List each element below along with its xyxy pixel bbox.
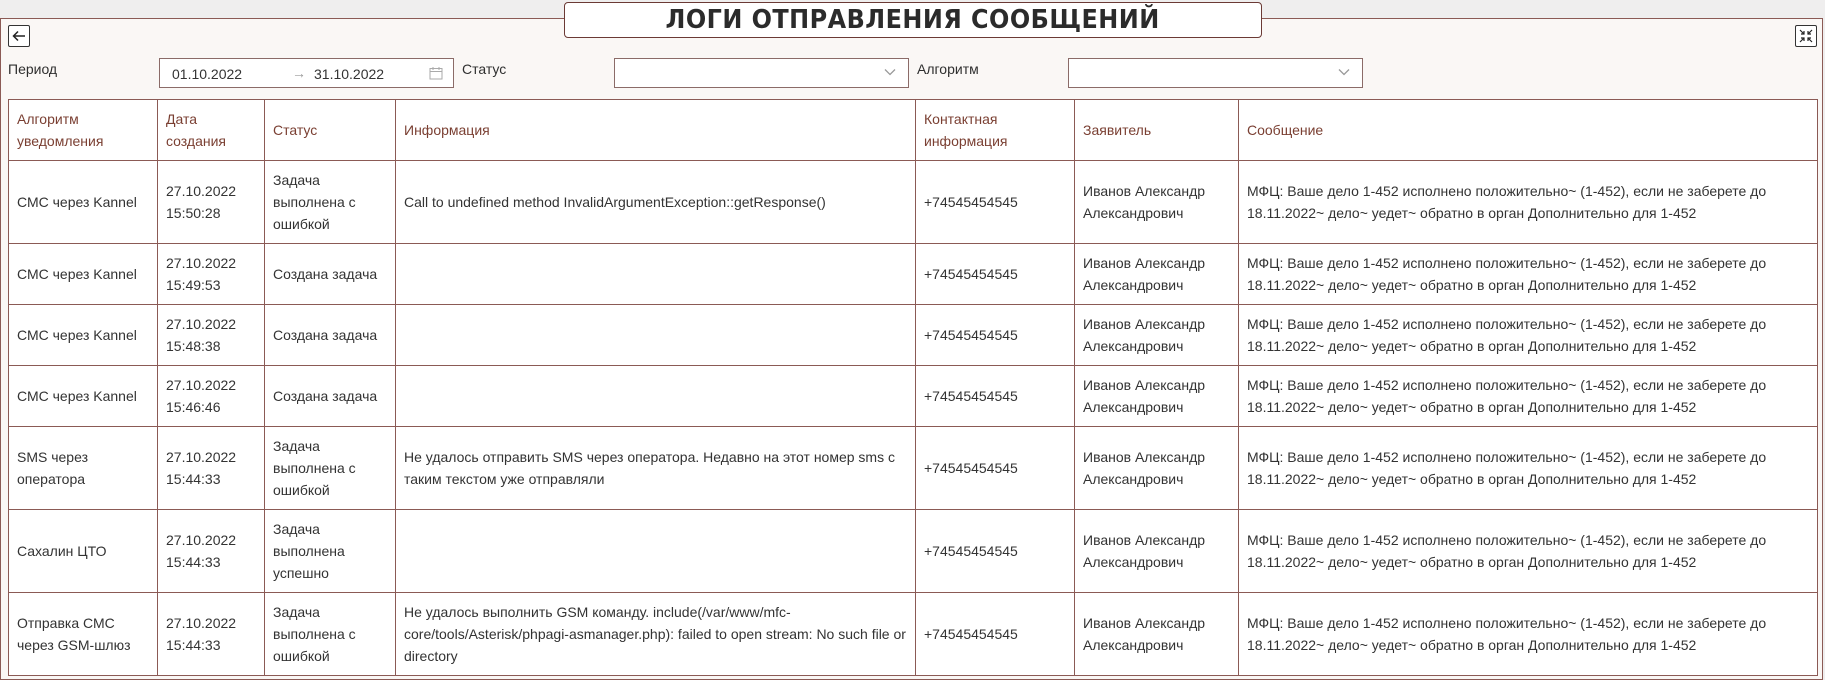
cell-algorithm: СМС через Kannel bbox=[9, 305, 158, 366]
cell-contact: +74545454545 bbox=[916, 305, 1075, 366]
cell-information: Не удалось выполнить GSM команду. include(/var/www/mfc-core/tools/Asterisk/phpagi-asmanager.php): failed to open stream: No such file or directory bbox=[396, 593, 916, 676]
cell-created-date: 27.10.2022 15:50:28 bbox=[158, 161, 265, 244]
cell-status: Задача выполнена с ошибкой bbox=[265, 161, 396, 244]
cell-message: МФЦ: Ваше дело 1-452 исполнено положительно~ (1-452), если не заберете до 18.11.2022~ дело~ уедет~ обратно в орган Дополнительно для 1-452 bbox=[1239, 593, 1818, 676]
date-to-input[interactable]: 31.10.2022 bbox=[314, 66, 385, 82]
date-range-arrow: → bbox=[292, 65, 306, 81]
date-range-picker[interactable] bbox=[159, 58, 454, 88]
cell-applicant: Иванов Александр Александрович bbox=[1075, 510, 1239, 593]
cell-created-date: 27.10.2022 15:44:33 bbox=[158, 593, 265, 676]
cell-information bbox=[396, 366, 916, 427]
cell-algorithm: Сахалин ЦТО bbox=[9, 510, 158, 593]
table-row[interactable] bbox=[9, 510, 1818, 593]
cell-applicant: Иванов Александр Александрович bbox=[1075, 305, 1239, 366]
algorithm-select[interactable] bbox=[1068, 58, 1363, 88]
cell-algorithm: СМС через Kannel bbox=[9, 244, 158, 305]
cell-information bbox=[396, 244, 916, 305]
cell-information: Call to undefined method InvalidArgumentException::getResponse() bbox=[396, 161, 916, 244]
collapse-icon bbox=[1799, 29, 1813, 43]
cell-information bbox=[396, 510, 916, 593]
cell-message: МФЦ: Ваше дело 1-452 исполнено положительно~ (1-452), если не заберете до 18.11.2022~ дело~ уедет~ обратно в орган Дополнительно для 1-452 bbox=[1239, 510, 1818, 593]
cell-contact: +74545454545 bbox=[916, 161, 1075, 244]
status-label: Статус bbox=[462, 61, 507, 77]
cell-information: Не удалось отправить SMS через оператора. Недавно на этот номер sms с таким текстом уже отправляли bbox=[396, 427, 916, 510]
cell-applicant: Иванов Александр Александрович bbox=[1075, 427, 1239, 510]
cell-created-date: 27.10.2022 15:46:46 bbox=[158, 366, 265, 427]
period-label: Период bbox=[8, 61, 58, 77]
column-header-information[interactable]: Информация bbox=[396, 100, 916, 161]
date-from-input[interactable]: 01.10.2022 bbox=[172, 66, 243, 82]
cell-created-date: 27.10.2022 15:49:53 bbox=[158, 244, 265, 305]
cell-created-date: 27.10.2022 15:48:38 bbox=[158, 305, 265, 366]
cell-message: МФЦ: Ваше дело 1-452 исполнено положительно~ (1-452), если не заберете до 18.11.2022~ дело~ уедет~ обратно в орган Дополнительно для 1-452 bbox=[1239, 427, 1818, 510]
cell-applicant: Иванов Александр Александрович bbox=[1075, 593, 1239, 676]
cell-status: Задача выполнена с ошибкой bbox=[265, 427, 396, 510]
column-header-contact[interactable]: Контактная информация bbox=[916, 100, 1075, 161]
calendar-icon[interactable] bbox=[429, 66, 443, 80]
cell-contact: +74545454545 bbox=[916, 427, 1075, 510]
table-row[interactable] bbox=[9, 427, 1818, 510]
cell-contact: +74545454545 bbox=[916, 366, 1075, 427]
chevron-down-icon bbox=[884, 68, 896, 76]
cell-status: Задача выполнена успешно bbox=[265, 510, 396, 593]
table-row[interactable] bbox=[9, 161, 1818, 244]
cell-status: Создана задача bbox=[265, 366, 396, 427]
column-header-message[interactable]: Сообщение bbox=[1239, 100, 1818, 161]
cell-message: МФЦ: Ваше дело 1-452 исполнено положительно~ (1-452), если не заберете до 18.11.2022~ дело~ уедет~ обратно в орган Дополнительно для 1-452 bbox=[1239, 366, 1818, 427]
cell-applicant: Иванов Александр Александрович bbox=[1075, 244, 1239, 305]
cell-algorithm: СМС через Kannel bbox=[9, 366, 158, 427]
cell-message: МФЦ: Ваше дело 1-452 исполнено положительно~ (1-452), если не заберете до 18.11.2022~ дело~ уедет~ обратно в орган Дополнительно для 1-452 bbox=[1239, 305, 1818, 366]
table-row[interactable] bbox=[9, 593, 1818, 676]
cell-algorithm: SMS через оператора bbox=[9, 427, 158, 510]
page-title: ЛОГИ ОТПРАВЛЕНИЯ СООБЩЕНИЙ bbox=[665, 5, 1161, 35]
column-header-status[interactable]: Статус bbox=[265, 100, 396, 161]
cell-contact: +74545454545 bbox=[916, 593, 1075, 676]
column-header-algorithm[interactable]: Алгоритм уведомления bbox=[9, 100, 158, 161]
chevron-down-icon bbox=[1338, 68, 1350, 76]
message-log-table bbox=[8, 99, 1818, 676]
cell-status: Создана задача bbox=[265, 244, 396, 305]
cell-applicant: Иванов Александр Александрович bbox=[1075, 161, 1239, 244]
cell-message: МФЦ: Ваше дело 1-452 исполнено положительно~ (1-452), если не заберете до 18.11.2022~ дело~ уедет~ обратно в орган Дополнительно для 1-452 bbox=[1239, 244, 1818, 305]
table-row[interactable] bbox=[9, 366, 1818, 427]
column-header-applicant[interactable]: Заявитель bbox=[1075, 100, 1239, 161]
collapse-fullscreen-button[interactable] bbox=[1795, 25, 1817, 47]
table-row[interactable] bbox=[9, 244, 1818, 305]
cell-contact: +74545454545 bbox=[916, 510, 1075, 593]
table-row[interactable] bbox=[9, 305, 1818, 366]
cell-created-date: 27.10.2022 15:44:33 bbox=[158, 427, 265, 510]
status-select[interactable] bbox=[614, 58, 909, 88]
page-title-box bbox=[564, 2, 1262, 38]
cell-message: МФЦ: Ваше дело 1-452 исполнено положительно~ (1-452), если не заберете до 18.11.2022~ дело~ уедет~ обратно в орган Дополнительно для 1-452 bbox=[1239, 161, 1818, 244]
cell-created-date: 27.10.2022 15:44:33 bbox=[158, 510, 265, 593]
cell-algorithm: Отправка СМС через GSM-шлюз bbox=[9, 593, 158, 676]
cell-contact: +74545454545 bbox=[916, 244, 1075, 305]
cell-information bbox=[396, 305, 916, 366]
cell-status: Создана задача bbox=[265, 305, 396, 366]
arrow-left-icon bbox=[12, 30, 26, 42]
column-header-created-date[interactable]: Дата создания bbox=[158, 100, 265, 161]
table-header-row bbox=[9, 100, 1818, 161]
cell-status: Задача выполнена с ошибкой bbox=[265, 593, 396, 676]
back-button[interactable] bbox=[8, 25, 30, 47]
cell-algorithm: СМС через Kannel bbox=[9, 161, 158, 244]
algorithm-label: Алгоритм bbox=[917, 61, 979, 77]
cell-applicant: Иванов Александр Александрович bbox=[1075, 366, 1239, 427]
